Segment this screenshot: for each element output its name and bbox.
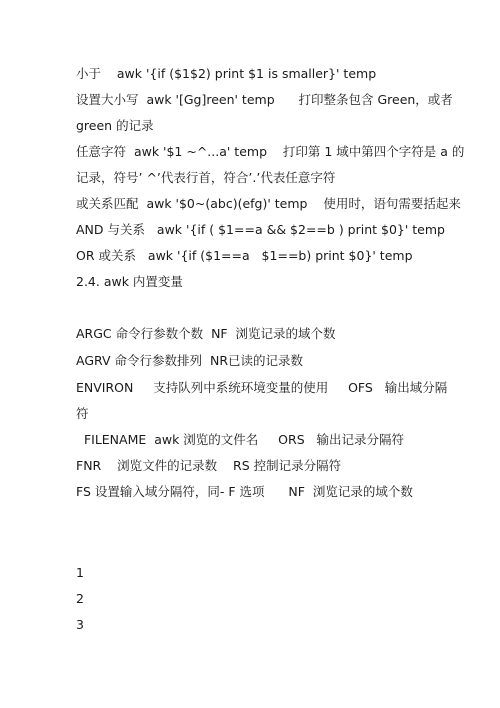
text-line: FS 设置输入域分隔符，同- F 选项 NF 浏览记录的域个数: [76, 484, 413, 499]
text-line: 符: [76, 406, 89, 421]
text-line: AND 与关系 awk '{if ( $1==a && $2==b ) print $0}' temp: [76, 222, 445, 237]
list-number: 2: [76, 591, 84, 606]
text-line: ARGC 命令行参数个数 NF 浏览记录的域个数: [76, 326, 336, 341]
text-line: 任意字符 awk '$1 ~^...a' temp 打印第 1 域中第四个字符是 a 的: [76, 144, 465, 159]
text-line: 小于 awk '{if ($1$2) print $1 is smaller}' temp: [76, 66, 377, 81]
text-line: 或关系匹配 awk '$0~(abc)(efg)' temp 使用时，语句需要括起来: [76, 196, 461, 211]
text-line: 设置大小写 awk '[Gg]reen' temp 打印整条包含 Green，或者: [76, 92, 453, 107]
list-number: 1: [76, 565, 84, 580]
text-line: 记录，符号’ ^’代表行首，符合’.’代表任意字符: [76, 170, 336, 185]
text-line: green 的记录: [76, 118, 154, 133]
text-line: FILENAME awk 浏览的文件名 ORS 输出记录分隔符: [76, 432, 405, 447]
list-number: 3: [76, 617, 84, 632]
text-line: OR 或关系 awk '{if ($1==a $1==b) print $0}' temp: [76, 248, 413, 263]
text-line: AGRV 命令行参数排列 NR已读的记录数: [76, 353, 304, 368]
section-heading: 2.4. awk 内置变量: [76, 274, 183, 289]
text-line: FNR 浏览文件的记录数 RS 控制记录分隔符: [76, 458, 342, 473]
text-line: ENVIRON 支持队列中系统环境变量的使用 OFS 输出域分隔: [76, 380, 448, 395]
